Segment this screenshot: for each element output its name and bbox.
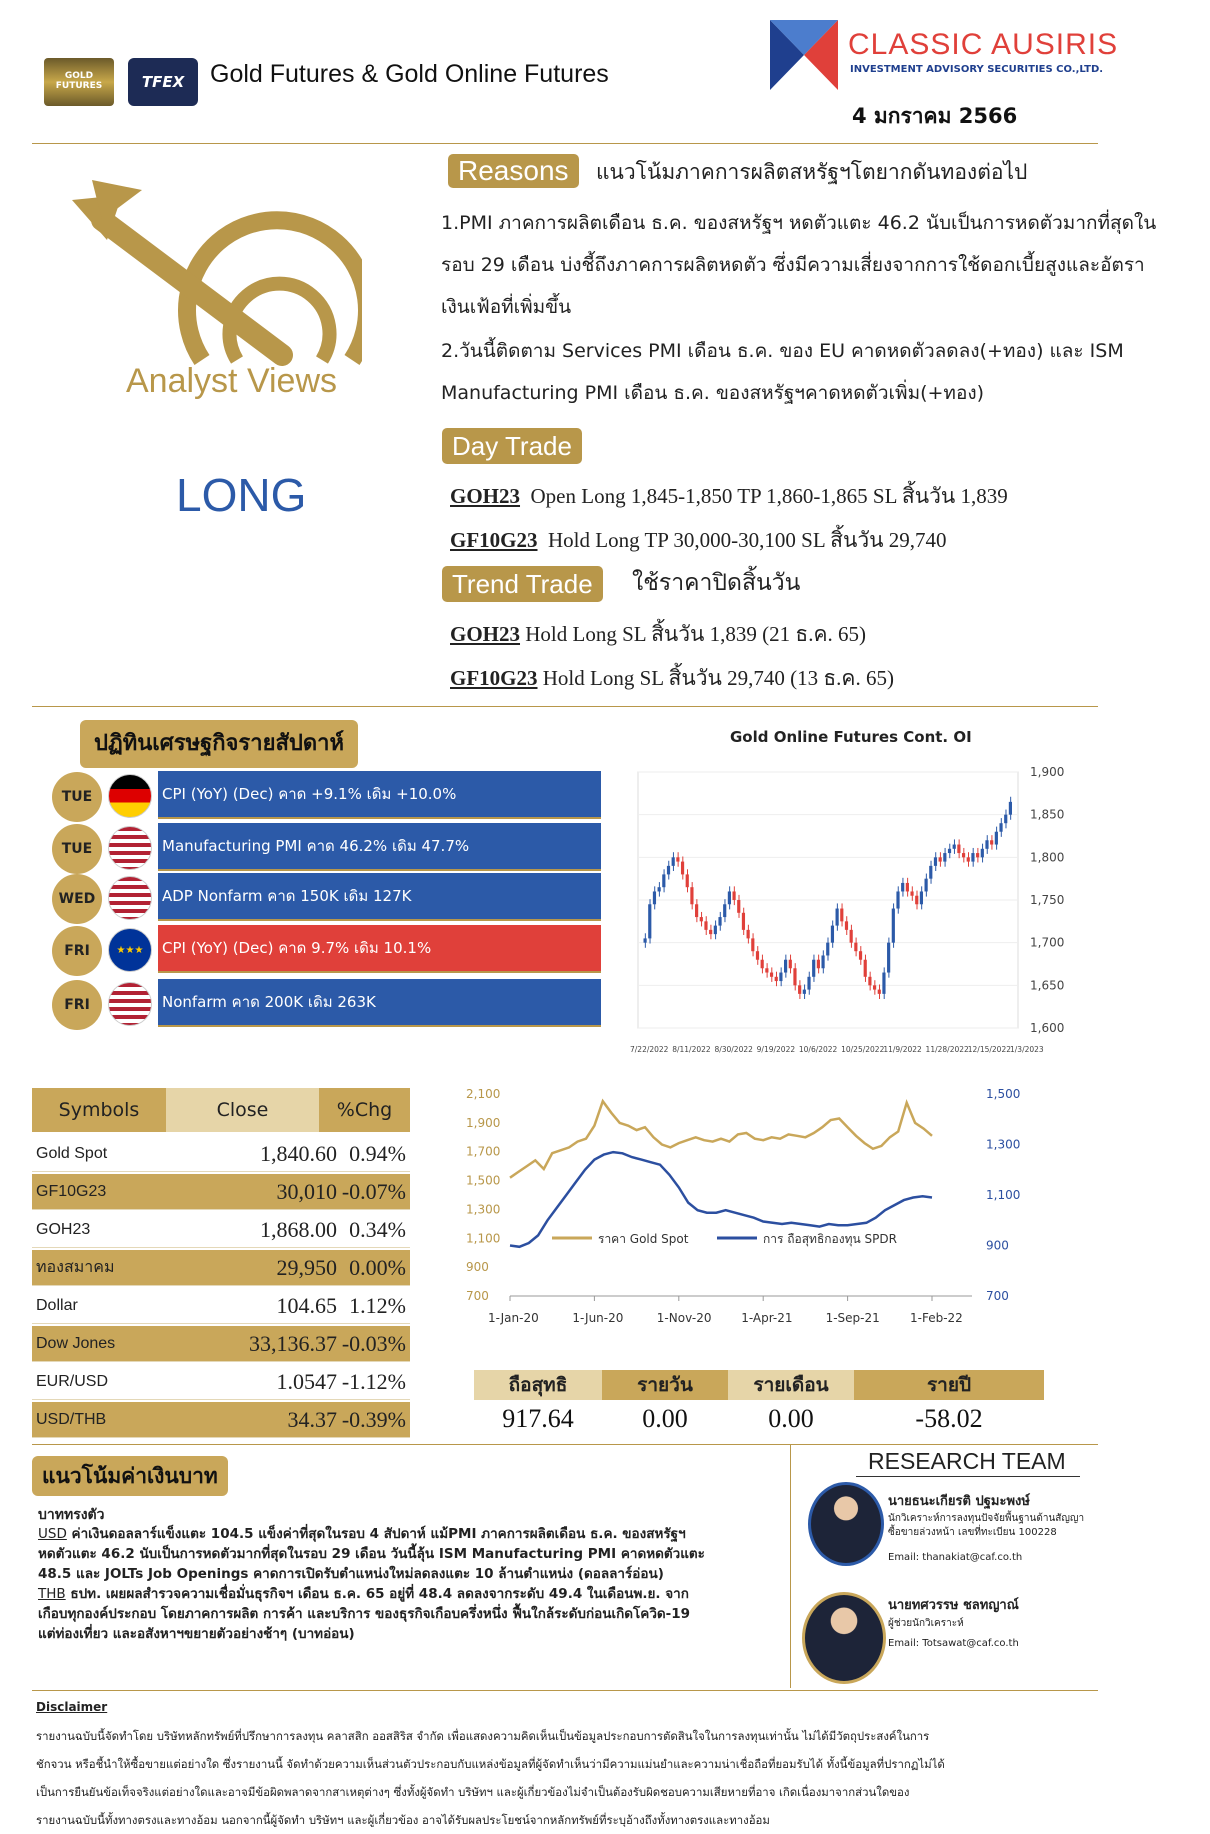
x-tick-label: 1-Nov-20 xyxy=(656,1311,712,1325)
tfex-logo: TFEX xyxy=(128,58,198,106)
day-trade-item: GF10G23 Hold Long TP 30,000-30,100 SL สิ้นวัน 29,740 xyxy=(450,528,947,552)
candle xyxy=(737,900,740,913)
y-right-tick-label: 1,100 xyxy=(986,1188,1021,1202)
member-role: นักวิเคราะห์การลงทุนปัจจัยพื้นฐานด้านสัญญาซื้อขายล่วงหน้า เลขที่ทะเบียน 100228 xyxy=(888,1513,1085,1538)
candle xyxy=(868,977,871,986)
avatar xyxy=(802,1592,886,1684)
x-tick-label: 9/19/2022 xyxy=(756,1045,796,1054)
baht-title: แนวโน้มค่าเงินบาท xyxy=(32,1456,228,1496)
candle xyxy=(765,968,768,972)
candle xyxy=(1009,802,1012,815)
analyst-views-label: Analyst Views xyxy=(126,362,338,400)
table-cell: 0.00 xyxy=(768,1404,814,1433)
spdr-table-values xyxy=(474,1404,1044,1438)
calendar-event: Manufacturing PMI คาด 46.2% เดิม 47.7% xyxy=(158,823,601,871)
symbol-cell: Dow Jones xyxy=(36,1334,116,1352)
candle xyxy=(817,960,820,969)
day-badge: TUE xyxy=(52,824,102,874)
x-tick-label: 1-Feb-22 xyxy=(910,1311,963,1325)
candle xyxy=(728,891,731,904)
candle xyxy=(939,857,942,861)
day-trade-item: GOH23 Open Long 1,845-1,850 TP 1,860-1,865 SL สิ้นวัน 1,839 xyxy=(450,484,1008,508)
y-tick-label: 1,650 xyxy=(1030,978,1065,993)
page-title: Gold Futures & Gold Online Futures xyxy=(210,60,609,88)
x-tick-label: 8/11/2022 xyxy=(672,1045,711,1054)
symbol-cell: Dollar xyxy=(36,1296,78,1314)
trend-trade-label: Trend Trade xyxy=(442,566,603,602)
table-row xyxy=(32,1136,410,1172)
y-left-tick-label: 1,900 xyxy=(466,1115,501,1130)
candle xyxy=(751,938,754,951)
y-right-tick-label: 1,500 xyxy=(986,1087,1021,1101)
symbol-cell: ทองสมาคม xyxy=(36,1259,115,1276)
candle xyxy=(662,874,665,887)
us-flag-icon xyxy=(108,982,152,1026)
candle xyxy=(700,917,703,921)
member-email: Email: thanakiat@caf.co.th xyxy=(888,1552,1023,1563)
candle xyxy=(686,874,689,887)
reason-line: Manufacturing PMI เดือน ธ.ค. ของสหรัฐฯคาดหดตัวเพิ่ม(+ทอง) xyxy=(441,382,985,404)
day-badge: FRI xyxy=(52,926,102,976)
candle xyxy=(864,960,867,977)
candle xyxy=(925,879,928,892)
calendar-event: CPI (YoY) (Dec) คาด 9.7% เดิม 10.1% xyxy=(158,925,601,973)
y-tick-label: 1,850 xyxy=(1030,807,1065,822)
symbol-link[interactable]: GF10G23 xyxy=(450,528,538,552)
day-badge: TUE xyxy=(52,772,102,822)
y-left-tick-label: 900 xyxy=(466,1260,489,1275)
reason-line: 1.PMI ภาคการผลิตเดือน ธ.ค. ของสหรัฐฯ หดตัวแตะ 46.2 นับเป็นการหดตัวมากที่สุดใน xyxy=(441,212,1157,234)
series-line xyxy=(510,1101,932,1178)
candle xyxy=(840,909,843,922)
candle xyxy=(873,985,876,989)
close-cell: 1,868.00 xyxy=(260,1216,337,1242)
calendar-event: ADP Nonfarm คาด 150K เดิม 127K xyxy=(158,873,601,921)
chg-cell: 0.00% xyxy=(349,1254,406,1280)
candle xyxy=(718,917,721,926)
candle xyxy=(990,840,993,844)
table-header: รายวัน xyxy=(602,1370,728,1400)
x-tick-label: 1-Jun-20 xyxy=(572,1311,624,1325)
candle xyxy=(859,951,862,960)
candle xyxy=(761,960,764,969)
gold-futures-logo: GOLD FUTURES xyxy=(44,58,114,106)
y-left-tick-label: 2,100 xyxy=(466,1087,501,1101)
reason-line: รอบ 29 เดือน บ่งชี้ถึงภาคการผลิตหดตัว ซึ่งมีความเสี่ยงจากการใช้ดอกเบี้ยสูงและอัตรา xyxy=(441,254,1145,276)
us-flag-icon xyxy=(108,876,152,920)
y-left-tick-label: 1,100 xyxy=(466,1231,501,1246)
table-row xyxy=(32,1288,410,1324)
candle xyxy=(943,853,946,862)
trend-trade-note: ใช้ราคาปิดสิ้นวัน xyxy=(632,570,801,596)
candle xyxy=(714,926,717,935)
us-flag-icon xyxy=(108,826,152,870)
close-cell: 1.0547 xyxy=(276,1368,337,1394)
candle xyxy=(821,955,824,968)
analyst-view: LONG xyxy=(176,469,307,521)
candle xyxy=(732,891,735,900)
table-header: %Chg xyxy=(336,1099,393,1121)
chg-cell: -1.12% xyxy=(341,1368,406,1394)
candle xyxy=(747,930,750,939)
table-header: รายปี xyxy=(854,1370,1044,1400)
symbol-cell: USD/THB xyxy=(36,1410,107,1428)
candle xyxy=(896,891,899,908)
x-tick-label: 11/28/2022 xyxy=(925,1045,969,1054)
candle xyxy=(798,985,801,994)
table-header: Symbols xyxy=(58,1099,140,1121)
candle xyxy=(957,845,960,854)
day-trade-label: Day Trade xyxy=(442,428,582,464)
candle xyxy=(723,904,726,917)
candle xyxy=(882,973,885,994)
candle xyxy=(981,849,984,858)
x-tick-label: 8/30/2022 xyxy=(714,1045,753,1054)
y-left-tick-label: 1,300 xyxy=(466,1202,501,1217)
member-name: นายทศวรรษ ชลทญาณ์ xyxy=(888,1598,1019,1613)
candle xyxy=(892,909,895,943)
candle xyxy=(695,904,698,917)
report-date: 4 มกราคม 2566 xyxy=(852,104,1018,128)
baht-usd-text: USD ค่าเงินดอลลาร์แข็งแตะ 104.5 แข็งค่าที่สุดในรอบ 4 สัปดาห์ แม้PMI ภาคการผลิตเดือน ธ.ค. ของสหรัฐฯ หดตัวแตะ 46.2 นับเป็นการหดตัวมากที่สุดในรอบ 29 เดือน วันนี้ลุ้น ISM Manufacturing PMI คาดหดตัวแตะ 48.5 และ JOLTs Job Openings คาดการเปิดรับตำแหน่งใหม่ลดลงแตะ 10 ล้านตำแหน่ง (ดอลลาร์อ่อน) THB ธปท. เผยผลสำรวจความเชื่อมั่นธุรกิจฯ เดือน ธ.ค. 65 อยู่ที่ 48.4 ลดลงจากระดับ 49.4 ในเดือนพ.ย. จาก เกือบทุกองค์ประกอบ โดยภาคการผลิต การค้า และบริการ ของธุรกิจเกือบครึ่งหนึ่ง ฟื้นใกล้ระดับก่อนเกิดโควิด-19 แต่ท่องเที่ยว และอสังหาฯขยายตัวอย่างช้าๆ (บาทอ่อน) xyxy=(38,1526,705,1642)
y-right-tick-label: 700 xyxy=(986,1289,1009,1303)
candle xyxy=(850,930,853,943)
close-cell: 34.37 xyxy=(287,1406,337,1432)
candle xyxy=(658,887,661,891)
table-cell: 0.00 xyxy=(642,1404,688,1433)
candle xyxy=(653,891,656,904)
close-cell: 104.65 xyxy=(276,1292,337,1318)
disclaimer-text: รายงานฉบับนี้จัดทำโดย บริษัทหลักทรัพย์ที่ปรึกษาการลงทุน คลาสสิก ออสสิริส จำกัด เพื่อแสดงความคิดเห็นเป็นข้อมูลประกอบการตัดสินใจในการลงทุนเท่านั้น ไม่ได้มีวัตถุประสงค์ในการ ชักจวน หรือชี้นำให้ซื้อขายแต่อย่างใด ซึ่งรายงานนี้ จัดทำด้วยความเห็นส่วนตัวประกอบกับแหล่งข้อมูลที่ผู้จัดทำเห็นว่ามีความแม่นยำและความน่าเชื่อถือที่ยอมรับได้ ทั้งนี้ข้อมูลที่ปรากฏไม่ได้ เป็นการยืนยันข้อเท็จจริงแต่อย่างใดและอาจมีข้อผิดพลาดจากสาเหตุต่างๆ ซึ่งทั้งผู้จัดทำ บริษัทฯ และผู้เกี่ยวข้องไม่จำเป็นต้องรับผิดชอบความเสียหายที่อาจ เกิดเนื่องมาจากส่วนใดของ รายงานฉบับนี้ทั้งทางตรงและทางอ้อม นอกจากนี้ผู้จัดทำ บริษัทฯ และผู้เกี่ยวข้อง อาจได้รับผลประโยชน์จากหลักทรัพย์ที่ระบุอ้างถึงทั้งทางตรงและทางอ้อม xyxy=(36,1729,945,1827)
candle xyxy=(667,866,670,875)
y-left-tick-label: 1,700 xyxy=(466,1144,501,1159)
candle xyxy=(934,857,937,866)
symbol-cell: GF10G23 xyxy=(36,1182,107,1200)
candle xyxy=(770,973,773,977)
chg-cell: -0.03% xyxy=(341,1330,406,1356)
candle xyxy=(775,977,778,981)
candle xyxy=(807,977,810,990)
y-right-tick-label: 900 xyxy=(986,1238,1009,1253)
reason-line: 2.วันนี้ติดตาม Services PMI เดือน ธ.ค. ของ EU คาดหดตัวลดลง(+ทอง) และ ISM xyxy=(441,340,1124,362)
chg-cell: -0.07% xyxy=(341,1178,406,1204)
candle xyxy=(704,921,707,930)
candle xyxy=(910,891,913,895)
candle xyxy=(920,891,923,904)
reasons-label: Reasons xyxy=(448,154,579,188)
candle xyxy=(826,943,829,956)
candle xyxy=(929,866,932,879)
candle-chart-title: Gold Online Futures Cont. OI xyxy=(730,728,972,746)
candle xyxy=(690,887,693,904)
candle xyxy=(784,960,787,973)
symbol-link[interactable]: GF10G23 xyxy=(450,666,538,690)
symbol-cell: Gold Spot xyxy=(36,1144,108,1162)
baht-subtitle: บาททรงตัว xyxy=(38,1507,105,1523)
calendar-event: CPI (YoY) (Dec) คาด +9.1% เดิม +10.0% xyxy=(158,771,601,819)
x-tick-label: 11/9/2022 xyxy=(883,1045,922,1054)
x-tick-label: 1-Sep-21 xyxy=(825,1311,880,1325)
table-row xyxy=(32,1250,410,1286)
symbol-cell: GOH23 xyxy=(36,1220,91,1238)
close-cell: 33,136.37 xyxy=(249,1330,337,1356)
y-left-tick-label: 700 xyxy=(466,1289,489,1303)
candle xyxy=(789,960,792,969)
candle xyxy=(915,896,918,905)
candle xyxy=(831,926,834,943)
company-subtitle: INVESTMENT ADVISORY SECURITIES CO.,LTD. xyxy=(850,64,1104,75)
close-cell: 29,950 xyxy=(276,1254,337,1280)
candle xyxy=(644,938,647,942)
table-row xyxy=(32,1174,410,1210)
market-table xyxy=(32,1088,410,1132)
candle xyxy=(995,832,998,845)
company-name: CLASSIC AUSIRIS xyxy=(848,28,1119,61)
legend-label: การ ถือสุทธิกองทุน SPDR xyxy=(763,1232,897,1246)
candle xyxy=(906,883,909,892)
chg-cell: 0.34% xyxy=(349,1216,406,1242)
classic-ausiris-logo-icon xyxy=(770,20,838,90)
reasons-headline: แนวโน้มภาคการผลิตสหรัฐฯโตยากดันทองต่อไป xyxy=(596,160,1028,184)
day-badge: FRI xyxy=(52,980,102,1030)
candle xyxy=(901,883,904,892)
calendar-title: ปฏิทินเศรษฐกิจรายสัปดาห์ xyxy=(80,720,358,768)
chg-cell: 1.12% xyxy=(349,1292,406,1318)
legend-label: ราคา Gold Spot xyxy=(598,1232,689,1246)
y-left-tick-label: 1,500 xyxy=(466,1173,501,1188)
candle xyxy=(967,857,970,861)
candle xyxy=(742,913,745,930)
symbol-cell: EUR/USD xyxy=(36,1372,109,1390)
research-title: RESEARCH TEAM xyxy=(868,1448,1066,1474)
candle xyxy=(793,968,796,985)
symbol-link[interactable]: GOH23 xyxy=(450,484,521,508)
x-tick-label: 1/3/2023 xyxy=(1010,1045,1044,1054)
calendar-event: Nonfarm คาด 200K เดิม 263K xyxy=(158,979,601,1027)
candle xyxy=(836,909,839,926)
gold-spdr-line-chart xyxy=(462,1086,1022,1336)
y-tick-label: 1,900 xyxy=(1030,765,1065,779)
trend-trade-item: GF10G23 Hold Long SL สิ้นวัน 29,740 (13 ธ.ค. 65) xyxy=(450,666,894,690)
candle xyxy=(676,857,679,861)
table-row xyxy=(32,1212,410,1248)
candle xyxy=(971,853,974,862)
candle xyxy=(999,823,1002,832)
candle xyxy=(976,853,979,857)
eu-flag-icon: ★★★ xyxy=(108,928,152,972)
table-cell: -58.02 xyxy=(915,1404,983,1433)
member-email: Email: Totsawat@caf.co.th xyxy=(888,1638,1019,1649)
candle xyxy=(779,973,782,982)
candle xyxy=(854,943,857,952)
disclaimer-title: Disclaimer xyxy=(36,1700,108,1714)
candle xyxy=(709,930,712,934)
table-row xyxy=(32,1326,410,1362)
table-header: Close xyxy=(166,1088,319,1132)
member-role: ผู้ช่วยนักวิเคราะห์ xyxy=(888,1618,964,1629)
candle xyxy=(681,862,684,875)
table-cell: 917.64 xyxy=(502,1404,574,1433)
candlestick-chart xyxy=(628,760,1068,1060)
spdr-table-header xyxy=(474,1370,1044,1400)
y-tick-label: 1,700 xyxy=(1030,935,1065,950)
table-header: ถือสุทธิ xyxy=(474,1370,602,1400)
candle xyxy=(953,845,956,849)
candle xyxy=(756,951,759,960)
candle xyxy=(887,943,890,973)
x-tick-label: 12/15/2022 xyxy=(967,1045,1012,1054)
candle xyxy=(803,990,806,994)
symbol-link[interactable]: GOH23 xyxy=(450,622,521,646)
x-tick-label: 1-Jan-20 xyxy=(488,1311,539,1325)
x-tick-label: 10/6/2022 xyxy=(798,1045,838,1054)
target-arrow-icon xyxy=(62,180,362,380)
x-tick-label: 7/22/2022 xyxy=(630,1045,669,1054)
candle xyxy=(1004,815,1007,824)
reason-line: เงินเฟ้อที่เพิ่มขึ้น xyxy=(441,296,572,318)
x-tick-label: 1-Apr-21 xyxy=(741,1311,793,1325)
candle xyxy=(985,840,988,849)
table-header: รายเดือน xyxy=(728,1370,854,1400)
x-tick-label: 10/25/2022 xyxy=(841,1045,885,1054)
candle xyxy=(672,857,675,866)
candle xyxy=(812,960,815,977)
day-badge: WED xyxy=(52,874,102,924)
candle xyxy=(845,921,848,930)
candle xyxy=(648,904,651,938)
y-tick-label: 1,800 xyxy=(1030,850,1065,865)
y-tick-label: 1,750 xyxy=(1030,893,1065,907)
close-cell: 30,010 xyxy=(276,1178,337,1204)
table-row xyxy=(32,1364,410,1400)
candle xyxy=(948,849,951,853)
y-tick-label: 1,600 xyxy=(1030,1021,1065,1035)
chg-cell: 0.94% xyxy=(349,1140,406,1166)
chg-cell: -0.39% xyxy=(341,1406,406,1432)
trend-trade-item: GOH23 Hold Long SL สิ้นวัน 1,839 (21 ธ.ค. 65) xyxy=(450,622,866,646)
table-row xyxy=(32,1402,410,1438)
close-cell: 1,840.60 xyxy=(260,1140,337,1166)
y-right-tick-label: 1,300 xyxy=(986,1137,1021,1152)
germany-flag-icon xyxy=(108,774,152,818)
avatar xyxy=(808,1482,884,1566)
candle xyxy=(878,990,881,994)
member-name: นายธนะเกียรติ ปฐมะพงษ์ xyxy=(888,1494,1030,1509)
candle xyxy=(962,853,965,857)
